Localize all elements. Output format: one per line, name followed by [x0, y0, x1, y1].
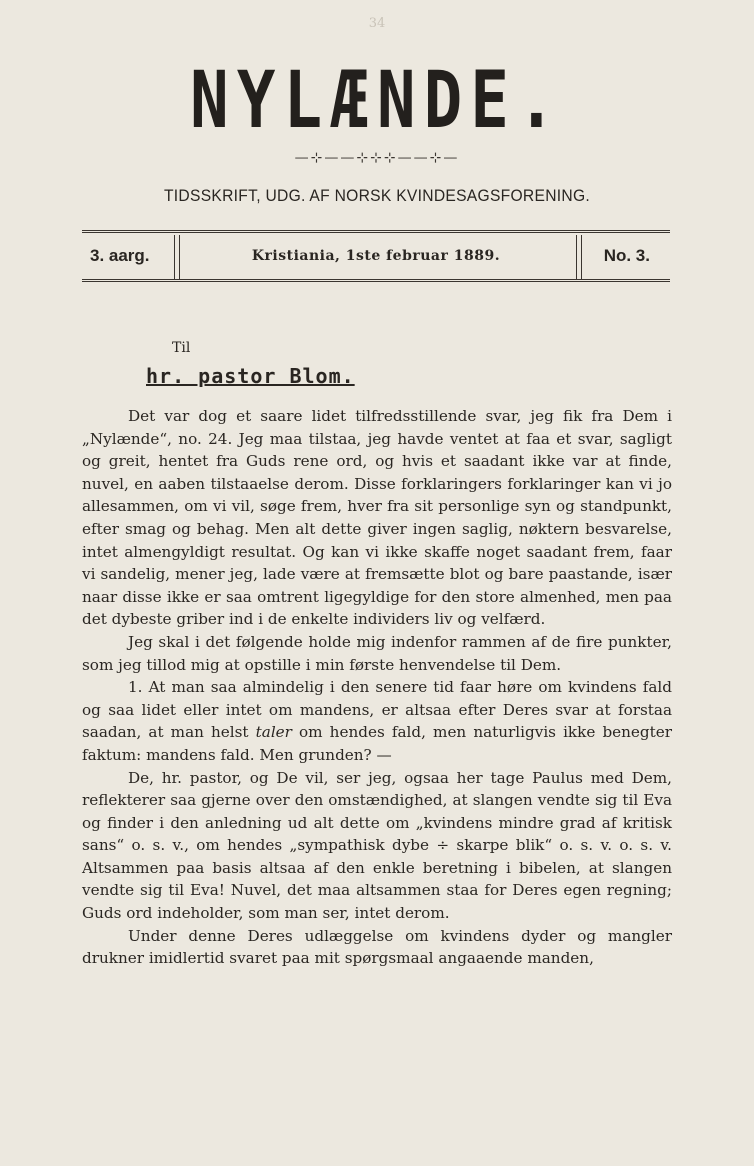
paragraph-text: 1. At man saa almindelig i den senere tid faar høre om kvindens fald og saa lidet eller intet om mandens, er altsaa efter Deres svar at forstaa saadan, at man helst [82, 678, 672, 742]
issue-info-bar [82, 230, 670, 282]
paragraph [82, 676, 672, 766]
ornament-divider: —⊹——⊹⊹⊹——⊹— [294, 150, 460, 166]
paragraph: Det var dog et saare lidet tilfredsstillende svar, jeg fik fra Dem i „Nylænde“, no. 24. Jeg maa tilstaa, jeg havde ventet at faa et svar, sagligt og greit, hentet fra Guds rene ord, og hvis et saadant ikke var at finde, nuvel, en aaben tilstaaelse derom. Disse forklaringers forklaringer kan vi jo allesammen, om vi vil, søge frem, hver fra sit personlige syn og standpunkt, efter smag og behag. Men alt dette giver ingen saglig, nøktern besvarelse, intet almengyldigt resultat. Og kan vi ikke skaffe noget saadant frem, faar vi sandelig, mener jeg, lade være at fremsætte blot og bare paastande, især naar disse ikke er saa omtrent ligegyldige for den store almenhed, men paa det dybeste griber ind i de enkelte individers liv og velfærd. [82, 407, 672, 629]
page-number: 34 [368, 16, 386, 31]
issue-date: Kristiania, 1ste februar 1889. [251, 248, 501, 264]
emphasis: taler [255, 723, 292, 742]
article-body [82, 405, 672, 970]
info-separator [576, 235, 582, 279]
paragraph: Under denne Deres udlæggelse om kvindens dyder og mangler drukner imidlertid svaret paa mit spørgsmaal angaaende manden, [82, 926, 672, 968]
publication-subtitle: TIDSSKRIFT, UDG. AF NORSK KVINDESAGSFORENING. [163, 186, 591, 205]
issue-number: No. 3. [603, 246, 650, 265]
paragraph: Jeg skal i det følgende holde mig indenfor rammen af de fire punkter, som jeg tillod mig at opstille i min første henvendelse til Dem. [82, 632, 672, 674]
masthead-title: NYLÆNDE. [190, 56, 564, 146]
paragraph-text: om hendes fald, men naturligvis ikke benegter faktum: mandens fald. Men grunden? — [82, 723, 672, 764]
addressee-heading: hr. pastor Blom. [146, 364, 355, 388]
volume-label: 3. aarg. [90, 246, 150, 265]
salutation-to: Til [172, 340, 191, 356]
paragraph: De, hr. pastor, og De vil, ser jeg, ogsaa her tage Paulus med Dem, reflekterer saa gjerne over den omstændighed, at slangen vendte sig til Eva og finder i den anledning ud alt dette om „kvindens mindre grad af kritisk sans“ o. s. v., om hendes „sympathisk dybe ÷ skarpe blik“ o. s. v. o. s. v. Altsammen paa basis altsaa af den enkle beretning i bibelen, at slangen vendte sig til Eva! Nuvel, det maa altsammen staa for Deres egen regning; Guds ord indeholder, som man ser, intet derom. [82, 768, 672, 923]
